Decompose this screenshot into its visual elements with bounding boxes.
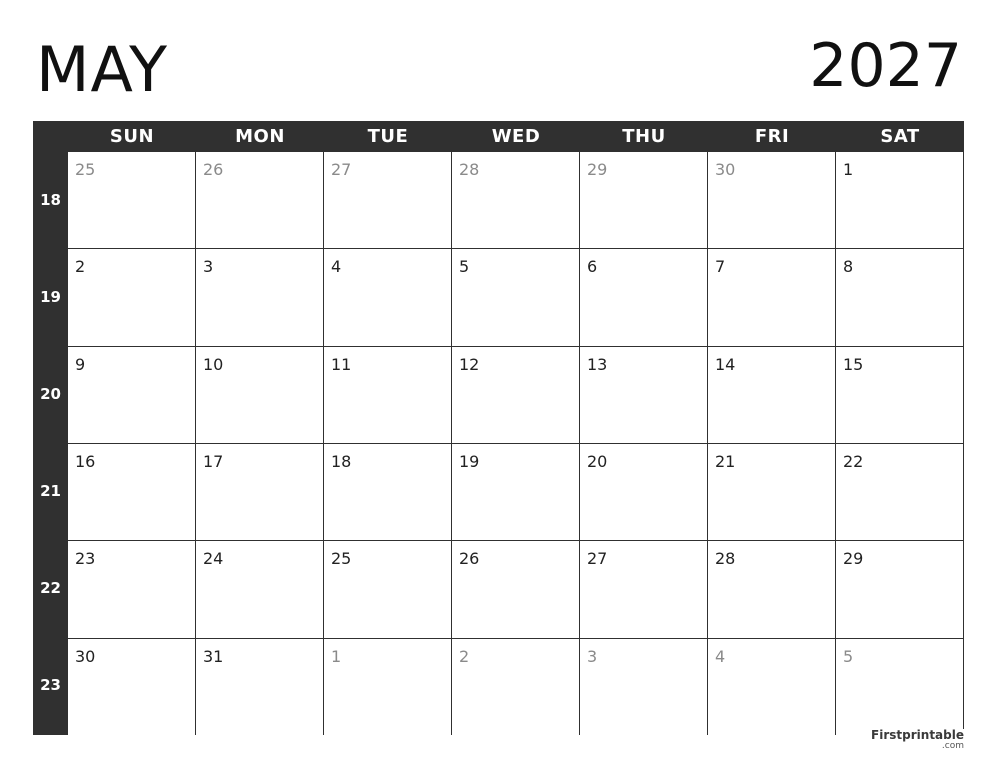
day-cell — [708, 444, 835, 540]
day-number: 16 — [75, 452, 96, 471]
day-number: 4 — [331, 257, 342, 277]
weekday-thu: THU — [622, 126, 666, 147]
weekday-header — [68, 121, 964, 152]
day-cell — [68, 541, 195, 637]
day-number: 21 — [715, 452, 736, 471]
day-cell — [836, 249, 963, 345]
day-number: 14 — [715, 354, 736, 374]
day-cell — [580, 444, 707, 540]
day-cell — [68, 347, 195, 443]
month-title: MAY — [36, 33, 168, 106]
day-cell — [452, 639, 579, 735]
day-number: 8 — [843, 257, 854, 277]
day-number: 9 — [75, 354, 86, 374]
day-number: 12 — [459, 354, 480, 374]
week-number: 18 — [40, 190, 61, 209]
day-cell — [580, 541, 707, 637]
weekday-fri: FRI — [754, 126, 790, 147]
day-cell — [836, 541, 963, 637]
day-number: 18 — [331, 452, 352, 471]
day-number: 13 — [587, 354, 608, 374]
brand-logo — [865, 729, 970, 751]
week-number: 21 — [40, 482, 61, 501]
week-number: 22 — [40, 579, 61, 598]
brand-domain: .com — [941, 741, 964, 751]
week-number: 19 — [40, 287, 61, 306]
week-number-column — [33, 152, 68, 735]
day-number: 4 — [715, 646, 726, 666]
day-number: 6 — [587, 257, 598, 277]
day-cell — [708, 152, 835, 248]
day-number: 7 — [715, 257, 726, 277]
day-number: 24 — [203, 549, 224, 569]
day-number: 25 — [331, 549, 352, 569]
day-cell — [836, 152, 963, 248]
day-cell — [452, 444, 579, 540]
day-cell — [452, 347, 579, 443]
day-grid — [68, 152, 964, 735]
day-number: 26 — [459, 549, 480, 569]
day-cell — [580, 347, 707, 443]
day-number: 29 — [843, 549, 864, 569]
week-number: 23 — [40, 676, 61, 695]
day-number: 25 — [75, 160, 96, 179]
day-cell — [452, 249, 579, 345]
week-number: 20 — [40, 384, 61, 403]
day-cell — [580, 152, 707, 248]
day-number: 28 — [459, 160, 480, 179]
day-number: 29 — [587, 160, 608, 179]
day-number: 11 — [331, 354, 352, 374]
day-cell — [68, 152, 195, 248]
weekday-wed: WED — [491, 126, 541, 147]
year-title: 2027 — [809, 31, 962, 101]
day-cell — [836, 347, 963, 443]
day-number: 19 — [459, 452, 480, 471]
day-number: 3 — [203, 257, 214, 277]
calendar-grid — [33, 121, 964, 735]
day-cell — [68, 639, 195, 735]
day-cell — [196, 347, 323, 443]
day-number: 27 — [331, 160, 352, 179]
day-number: 1 — [843, 160, 854, 179]
day-cell — [196, 249, 323, 345]
day-cell — [580, 249, 707, 345]
weekday-sat: SAT — [880, 126, 920, 147]
day-cell — [452, 541, 579, 637]
day-cell — [324, 347, 451, 443]
day-number: 10 — [203, 354, 224, 374]
day-cell — [324, 639, 451, 735]
day-cell — [196, 152, 323, 248]
brand-name: Firstprintable — [871, 728, 964, 742]
weekday-tue: TUE — [367, 126, 409, 147]
day-cell — [708, 347, 835, 443]
day-cell — [708, 639, 835, 735]
day-number: 23 — [75, 549, 96, 569]
day-cell — [324, 152, 451, 248]
day-number: 28 — [715, 549, 736, 569]
day-cell — [452, 152, 579, 248]
day-cell — [580, 639, 707, 735]
day-number: 30 — [75, 646, 96, 666]
day-number: 17 — [203, 452, 224, 471]
day-cell — [68, 444, 195, 540]
day-cell — [196, 639, 323, 735]
day-cell — [196, 541, 323, 637]
day-number: 27 — [587, 549, 608, 569]
day-number: 2 — [75, 257, 86, 277]
weekday-mon: MON — [235, 126, 285, 147]
day-cell — [708, 249, 835, 345]
day-cell — [68, 249, 195, 345]
day-cell — [836, 639, 963, 735]
day-number: 26 — [203, 160, 224, 179]
day-number: 5 — [843, 646, 854, 666]
day-number: 5 — [459, 257, 470, 277]
day-cell — [324, 444, 451, 540]
day-cell — [324, 249, 451, 345]
day-cell — [708, 541, 835, 637]
day-cell — [196, 444, 323, 540]
day-number: 20 — [587, 452, 608, 471]
day-cell — [836, 444, 963, 540]
day-number: 22 — [843, 452, 864, 471]
day-number: 30 — [715, 160, 736, 179]
day-number: 31 — [203, 646, 224, 666]
weekday-sun: SUN — [109, 126, 155, 147]
day-number: 3 — [587, 646, 598, 666]
day-number: 15 — [843, 354, 864, 374]
day-number: 1 — [331, 646, 342, 666]
day-number: 2 — [459, 646, 470, 666]
day-cell — [324, 541, 451, 637]
